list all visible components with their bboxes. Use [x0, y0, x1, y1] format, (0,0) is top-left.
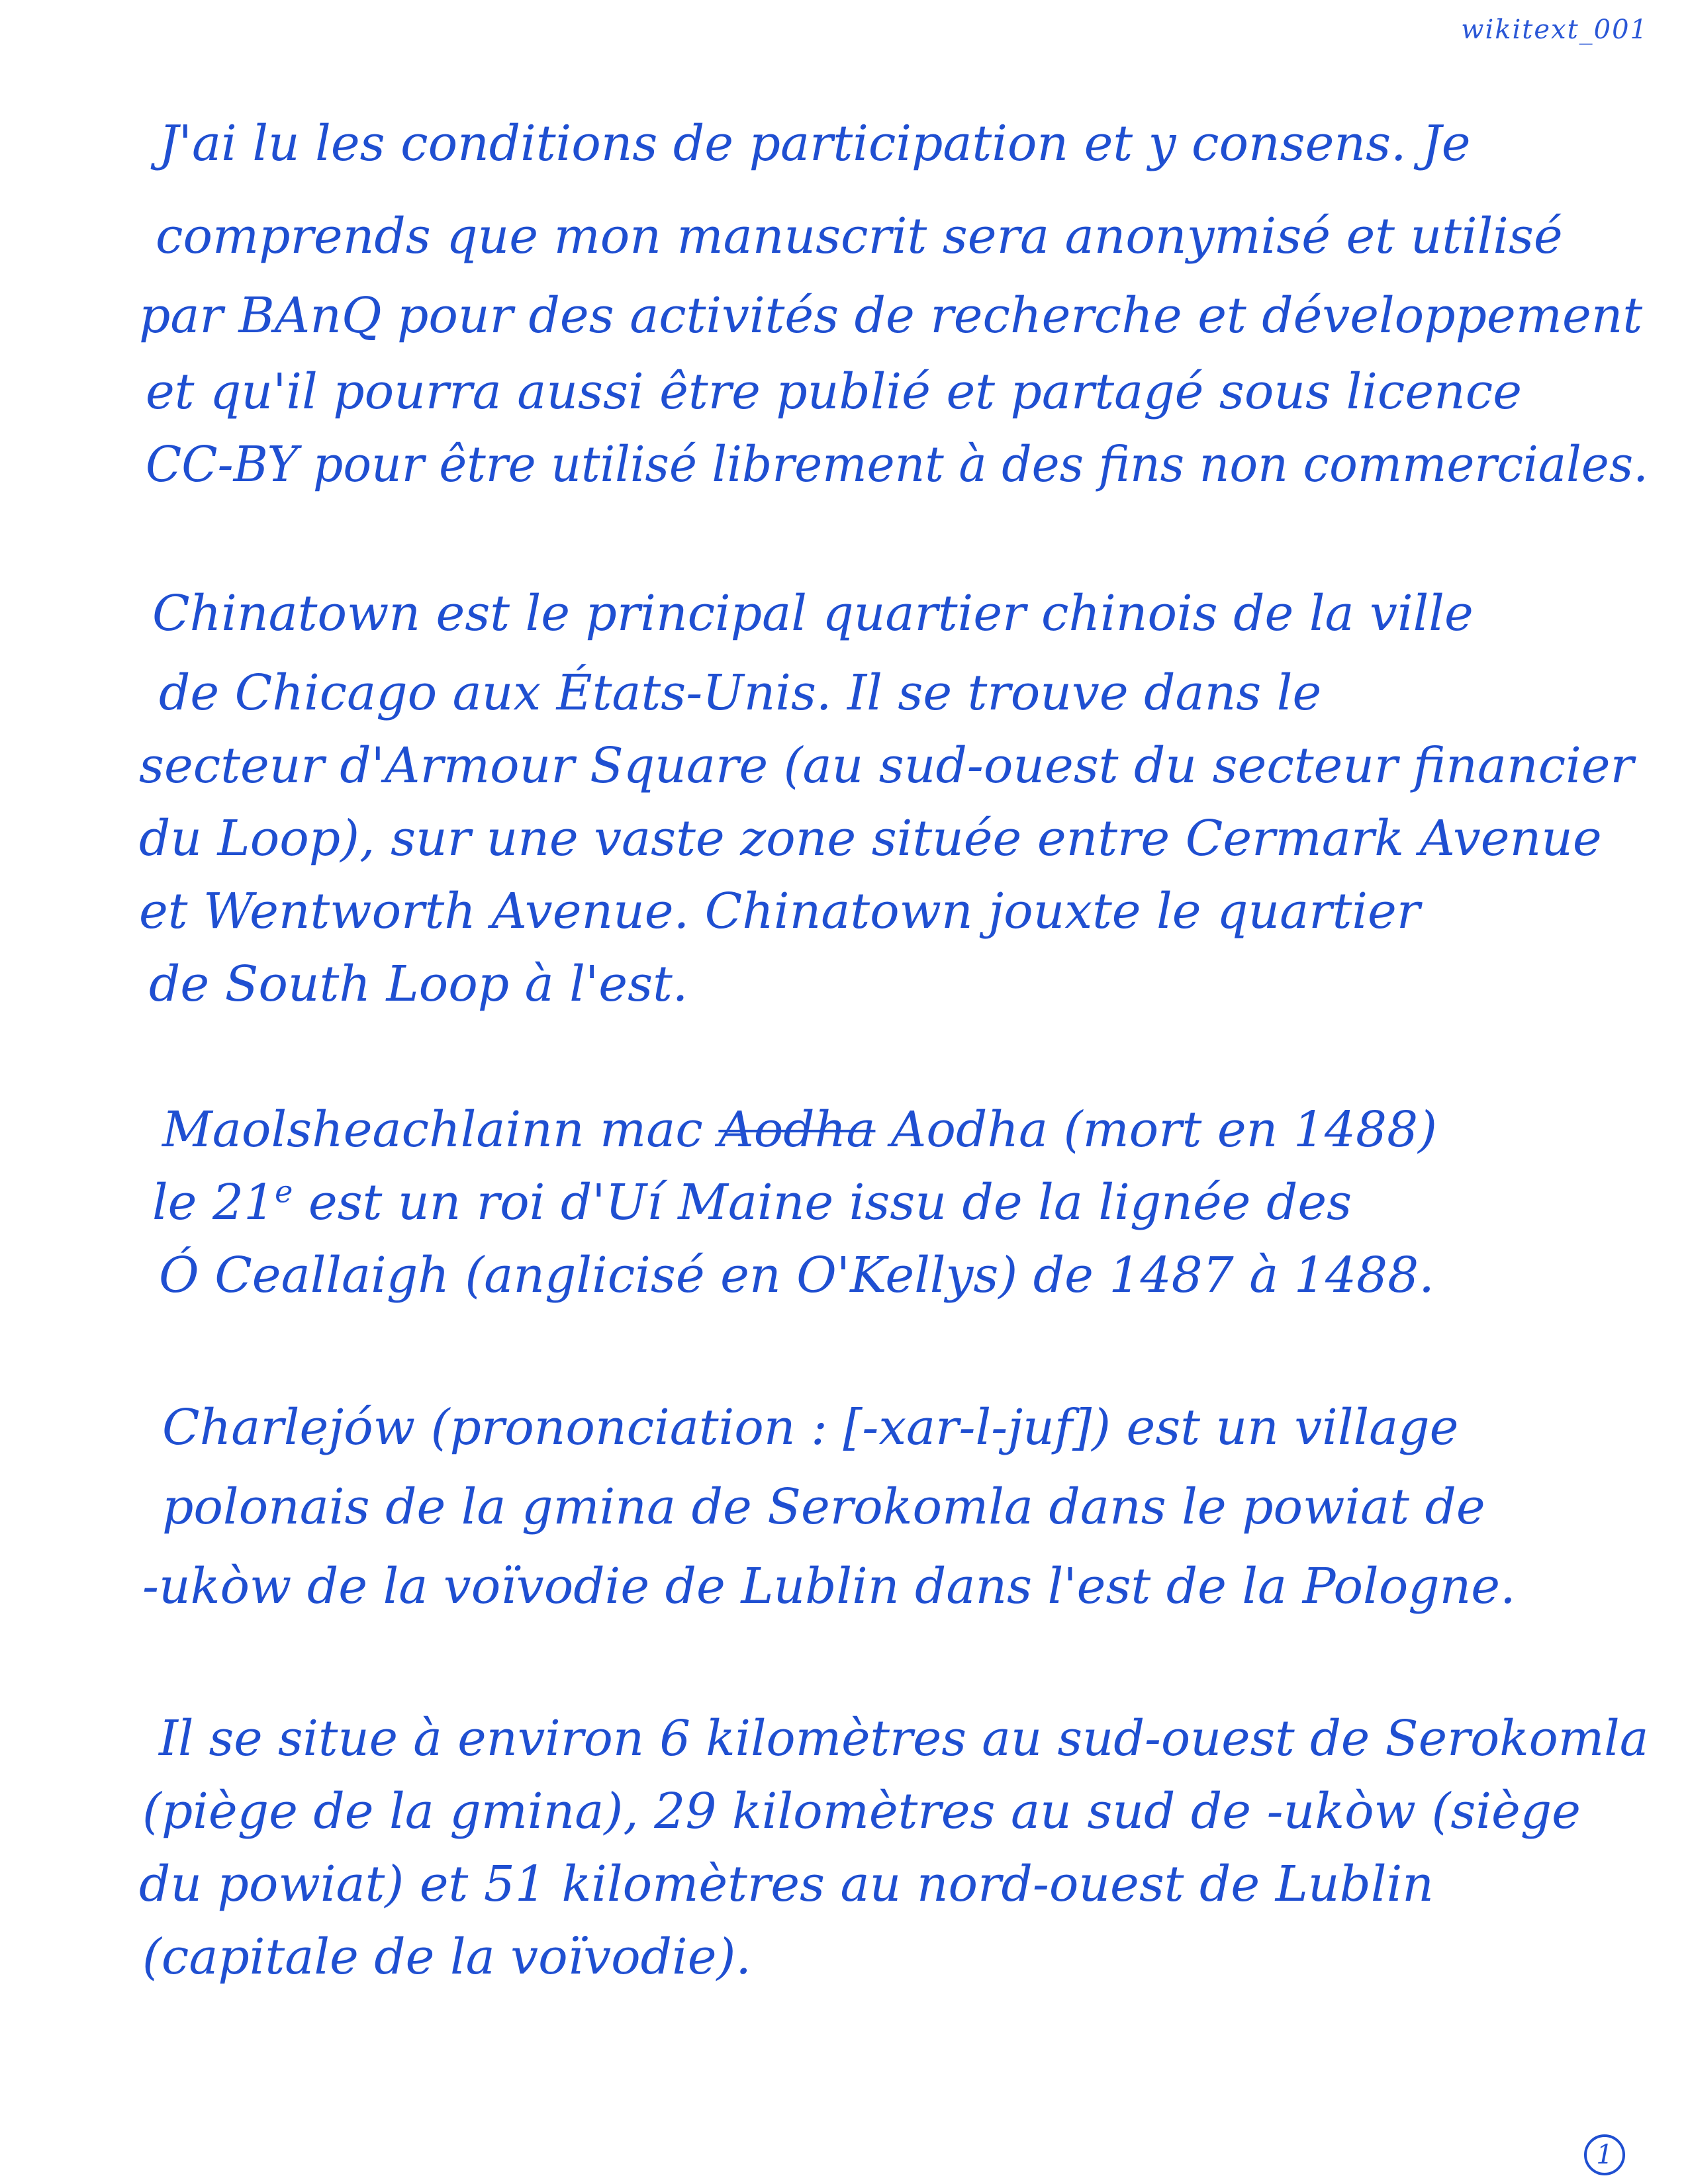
text-line: et qu'il pourra aussi être publié et partagé sous licence	[146, 363, 1523, 420]
text-line: J'ai lu les conditions de participation et y consens. Je	[159, 115, 1471, 172]
text-line: (piège de la gmina), 29 kilomètres au sud de -ukòw (siège	[142, 1783, 1581, 1840]
struck-word: Aodha	[718, 1101, 876, 1158]
superscript: e	[275, 1173, 293, 1210]
text-line	[152, 1173, 1352, 1231]
text-line: polonais de la gmina de Serokomla dans le powiat de	[162, 1479, 1485, 1535]
text-line: du powiat) et 51 kilomètres au nord-ouest de Lublin	[139, 1856, 1434, 1913]
text-line: comprends que mon manuscrit sera anonymisé et utilisé	[156, 208, 1563, 265]
text-line	[162, 1101, 1438, 1158]
text-line: Chinatown est le principal quartier chinois de la ville	[152, 585, 1474, 642]
text-line: Il se situe à environ 6 kilomètres au sud-ouest de Serokomla	[159, 1710, 1649, 1767]
text-line: Charlejów (prononciation : [-xar-l-juf]) est un village	[162, 1399, 1459, 1456]
text-line: de South Loop à l'est.	[149, 956, 688, 1013]
document-id: wikitext_001	[1461, 15, 1648, 45]
text-segment: Maolsheachlainn mac	[162, 1101, 719, 1158]
text-segment: Aodha (mort en 1488)	[875, 1101, 1438, 1158]
text-line: secteur d'Armour Square (au sud-ouest du secteur financier	[139, 737, 1634, 794]
page-number: 1	[1584, 2134, 1625, 2175]
text-segment: le 21	[152, 1174, 275, 1231]
text-line: par BAnQ pour des activités de recherche et développement	[139, 287, 1643, 344]
text-line: Ó Ceallaigh (anglicisé en O'Kellys) de 1487 à 1488.	[159, 1247, 1434, 1304]
text-line: du Loop), sur une vaste zone située entre Cermark Avenue	[139, 810, 1602, 867]
text-segment: est un roi d'Uí Maine issu de la lignée des	[293, 1174, 1352, 1231]
text-line: et Wentworth Avenue. Chinatown jouxte le quartier	[139, 883, 1421, 940]
text-line: CC-BY pour être utilisé librement à des fins non commerciales.	[146, 436, 1648, 493]
text-line: (capitale de la voïvodie).	[142, 1929, 751, 1985]
text-line: -ukòw de la voïvodie de Lublin dans l'est de la Pologne.	[142, 1558, 1516, 1615]
text-line: de Chicago aux États-Unis. Il se trouve dans le	[159, 664, 1322, 721]
